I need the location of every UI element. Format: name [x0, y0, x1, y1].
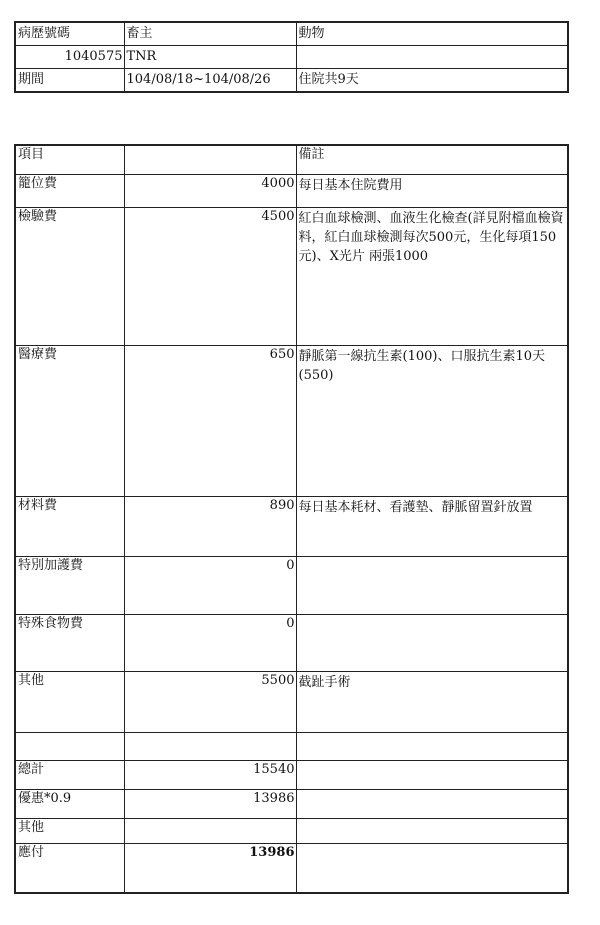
amount-header	[124, 145, 296, 174]
remark-header: 備註	[296, 145, 568, 174]
period-value: 104/08/18~104/08/26	[124, 69, 296, 93]
record-no-value: 1040575	[15, 46, 124, 69]
fee-amount: 0	[124, 556, 296, 614]
stay-value: 住院共9天	[296, 69, 568, 93]
other-row	[15, 818, 568, 843]
animal-value	[296, 46, 568, 69]
fee-amount: 0	[124, 614, 296, 671]
fee-row	[15, 556, 568, 614]
fee-row	[15, 496, 568, 556]
fee-item: 特殊食物費	[15, 614, 124, 671]
discount-remark	[296, 789, 568, 818]
payable-amount: 13986	[124, 843, 296, 893]
other-remark	[296, 818, 568, 843]
fee-item: 其他	[15, 671, 124, 732]
total-row	[15, 760, 568, 789]
fee-table	[14, 144, 569, 894]
info-header-row	[15, 22, 568, 46]
fee-row	[15, 345, 568, 496]
fee-remark: 靜脈第一線抗生素(100)、口服抗生素10天(550)	[296, 345, 568, 496]
period-label: 期間	[15, 69, 124, 93]
owner-value: TNR	[124, 46, 296, 69]
animal-label: 動物	[296, 22, 568, 46]
discount-row	[15, 789, 568, 818]
fee-item: 籠位費	[15, 174, 124, 207]
total-label: 總計	[15, 760, 124, 789]
patient-info-table	[14, 21, 569, 93]
fee-remark	[296, 556, 568, 614]
payable-remark	[296, 843, 568, 893]
fee-remark: 截趾手術	[296, 671, 568, 732]
fee-item: 特別加護費	[15, 556, 124, 614]
fee-amount: 4500	[124, 207, 296, 345]
item-header: 項目	[15, 145, 124, 174]
fee-row-blank	[15, 732, 568, 760]
other-label: 其他	[15, 818, 124, 843]
fee-item: 醫療費	[15, 345, 124, 496]
fee-row	[15, 671, 568, 732]
fee-row	[15, 207, 568, 345]
fee-amount: 890	[124, 496, 296, 556]
payable-row	[15, 843, 568, 893]
record-no-label: 病歷號碼	[15, 22, 124, 46]
fee-remark: 紅白血球檢測、血液生化檢查(詳見附檔血檢資料，紅白血球檢測每次500元，生化每項150元)、X光片 兩張1000	[296, 207, 568, 345]
fee-amount: 5500	[124, 671, 296, 732]
info-period-row	[15, 69, 568, 93]
info-value-row	[15, 46, 568, 69]
fee-row	[15, 174, 568, 207]
discount-label: 優惠*0.9	[15, 789, 124, 818]
fee-amount: 4000	[124, 174, 296, 207]
payable-label: 應付	[15, 843, 124, 893]
discount-amount: 13986	[124, 789, 296, 818]
owner-label: 畜主	[124, 22, 296, 46]
fee-amount	[124, 732, 296, 760]
fee-item: 材料費	[15, 496, 124, 556]
fee-remark	[296, 732, 568, 760]
fee-item	[15, 732, 124, 760]
fee-header-row	[15, 145, 568, 174]
fee-item: 檢驗費	[15, 207, 124, 345]
fee-remark: 每日基本住院費用	[296, 174, 568, 207]
other-amount	[124, 818, 296, 843]
total-remark	[296, 760, 568, 789]
fee-row	[15, 614, 568, 671]
fee-remark	[296, 614, 568, 671]
fee-amount: 650	[124, 345, 296, 496]
fee-remark: 每日基本耗材、看護墊、靜脈留置針放置	[296, 496, 568, 556]
total-amount: 15540	[124, 760, 296, 789]
